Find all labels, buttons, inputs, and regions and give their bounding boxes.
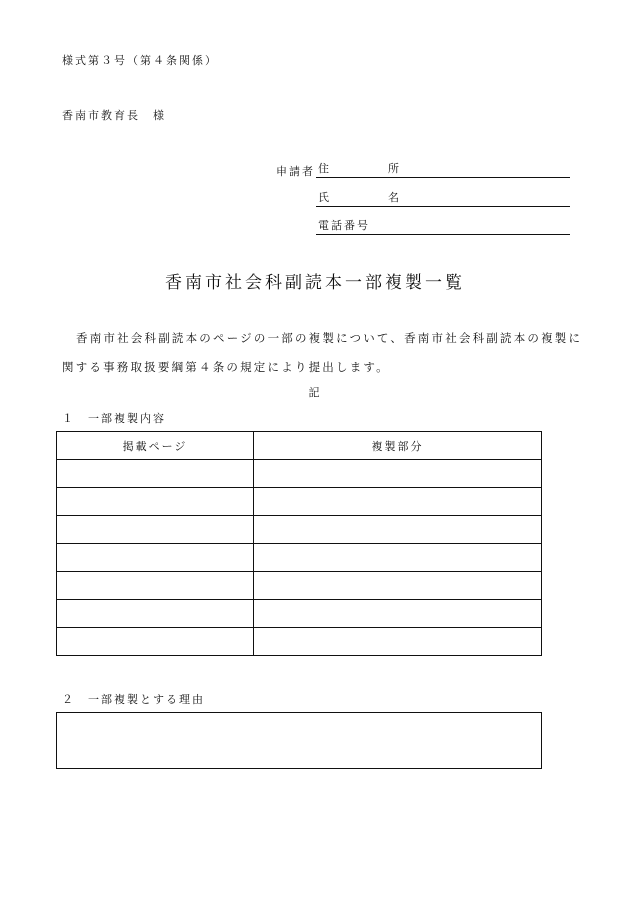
table-row xyxy=(57,488,542,516)
table-cell[interactable] xyxy=(254,544,542,572)
table-row xyxy=(57,600,542,628)
body-text: 香南市社会科副読本のページの一部の複製について、香南市社会科副読本の複製に関する事務取扱要綱第４条の規定により提出します。 xyxy=(62,331,583,374)
table-cell[interactable] xyxy=(57,628,254,656)
phone-field[interactable] xyxy=(316,218,570,235)
table-cell[interactable] xyxy=(254,488,542,516)
applicant-label: 申請者 xyxy=(276,165,315,178)
table-cell[interactable] xyxy=(57,544,254,572)
name-field[interactable] xyxy=(316,190,570,207)
table-cell[interactable] xyxy=(57,600,254,628)
column-header-page: 掲載ページ xyxy=(57,432,254,460)
table-row xyxy=(57,516,542,544)
table-header-row xyxy=(57,432,542,460)
name-label-1: 氏 xyxy=(318,191,331,204)
document-title: 香南市社会科副読本一部複製一覧 xyxy=(165,273,465,293)
form-number: 様式第３号（第４条関係） xyxy=(62,54,218,67)
table-cell[interactable] xyxy=(57,572,254,600)
table-row xyxy=(57,544,542,572)
copy-content-table xyxy=(56,431,542,656)
column-header-copied-part: 複製部分 xyxy=(254,432,542,460)
table-cell[interactable] xyxy=(254,628,542,656)
table-cell[interactable] xyxy=(254,572,542,600)
address-label-1: 住 xyxy=(318,162,331,175)
address-field[interactable] xyxy=(316,161,570,178)
table-cell[interactable] xyxy=(254,460,542,488)
reason-box[interactable] xyxy=(56,712,542,769)
table-cell[interactable] xyxy=(57,516,254,544)
ki-mark: 記 xyxy=(308,386,322,399)
name-label-2: 名 xyxy=(388,191,401,204)
section2-heading: ２ 一部複製とする理由 xyxy=(62,693,205,706)
addressee: 香南市教育長 様 xyxy=(62,109,166,122)
address-label-2: 所 xyxy=(388,162,401,175)
section1-heading: １ 一部複製内容 xyxy=(62,412,166,425)
table-cell[interactable] xyxy=(57,488,254,516)
table-cell[interactable] xyxy=(57,460,254,488)
table-cell[interactable] xyxy=(254,516,542,544)
phone-label: 電話番号 xyxy=(318,219,370,232)
table-row xyxy=(57,572,542,600)
table-row xyxy=(57,460,542,488)
table-cell[interactable] xyxy=(254,600,542,628)
table-row xyxy=(57,628,542,656)
